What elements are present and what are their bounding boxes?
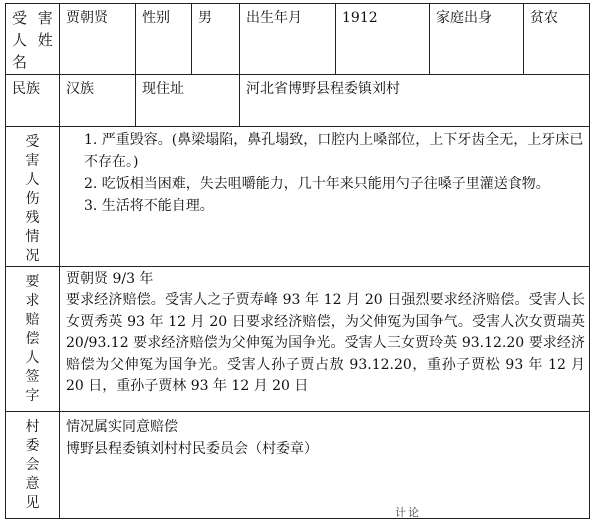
family-value: 贫农 — [530, 10, 558, 26]
claims-label-char: 要 — [25, 274, 40, 290]
name-label-cell — [6, 4, 60, 75]
injury-label-char: 人 — [25, 172, 40, 188]
victim-record-table — [5, 3, 590, 519]
row-village — [6, 412, 590, 519]
row-ethnic-address — [6, 75, 590, 127]
birth-value: 1912 — [342, 10, 378, 26]
name-value-cell — [60, 4, 136, 75]
injury-label-char: 害 — [25, 153, 40, 169]
gender-label: 性别 — [142, 10, 170, 26]
birth-label-cell — [240, 4, 336, 75]
address-value-cell — [240, 75, 590, 127]
injury-label-cell — [6, 127, 60, 267]
injury-item: 1. 严重毁容。(鼻梁塌陷，鼻孔塌致，口腔内上嗓部位，上下牙齿全无，上牙床已不存在。) — [84, 132, 584, 170]
gender-value: 男 — [198, 10, 212, 26]
ethnic-value: 汉族 — [66, 81, 94, 97]
claims-label-cell — [6, 267, 60, 412]
address-label-cell — [136, 75, 240, 127]
name-value: 贾朝贤 — [66, 10, 108, 26]
family-value-cell — [524, 4, 590, 75]
village-label-char: 村 — [25, 419, 40, 435]
claims-content-cell — [60, 267, 590, 412]
family-label-cell — [430, 4, 524, 75]
claims-label-char: 字 — [25, 388, 40, 404]
row-basic-info — [6, 4, 590, 75]
village-label-char: 会 — [25, 457, 40, 473]
injury-label — [6, 127, 59, 266]
claims-label-char: 求 — [25, 293, 40, 309]
village-committee-line: 博野县程委镇刘村村民委员会（村委章） — [66, 441, 318, 457]
village-opinion — [60, 412, 589, 460]
ethnic-label: 民族 — [12, 81, 40, 97]
injury-item: 3. 生活将不能自理。 — [84, 198, 214, 214]
claims-label — [6, 267, 59, 406]
claims-heading: 贾朝贤 9/3 年 — [66, 271, 154, 287]
injury-label-char: 残 — [25, 210, 40, 226]
injury-label-char: 受 — [25, 134, 40, 150]
gender-value-cell — [192, 4, 240, 75]
name-label: 受 害 人 姓 名 — [12, 9, 56, 71]
row-injury — [6, 127, 590, 267]
gender-label-cell — [136, 4, 192, 75]
ethnic-value-cell — [60, 75, 136, 127]
claims-label-char: 人 — [25, 350, 40, 366]
claims-text: 要求经济赔偿。受害人之子贾寿峰 93 年 12 月 20 日强烈要求经济赔偿。受害人长女贾秀英 93 年 12 月 20 日要求经济赔偿，为父伸冤为国争气。受害人次女贾瑞英 20/93.12 要求经济赔偿为父伸冤为国争光。受害人三女贾玲英 93.12.20 要求经济赔偿为父伸冤为国争光。受害人孙子贾占敖 93.12.20，重孙子贾松 93 年 12 月 20 日，重孙子贾林 93 年 12 月 20 日 — [66, 292, 585, 395]
footer-fragment: 计论 — [395, 506, 421, 519]
village-content-cell — [60, 412, 590, 519]
injury-label-char: 况 — [25, 248, 40, 264]
birth-label: 出生年月 — [246, 10, 302, 26]
village-label-char: 意 — [25, 476, 40, 492]
address-label: 现住址 — [142, 81, 184, 97]
claims-label-char: 签 — [25, 369, 40, 385]
injury-list — [60, 127, 589, 217]
claims-block — [60, 267, 589, 397]
village-label-char: 见 — [25, 495, 40, 511]
injury-label-char: 伤 — [25, 191, 40, 207]
village-label-cell — [6, 412, 60, 519]
claims-label-char: 赔 — [25, 312, 40, 328]
family-label: 家庭出身 — [436, 10, 492, 26]
ethnic-label-cell — [6, 75, 60, 127]
injury-label-char: 情 — [25, 229, 40, 245]
injury-item: 2. 吃饭相当困难，失去咀嚼能力，几十年来只能用勺子往嗓子里灌送食物。 — [84, 176, 550, 192]
village-label-char: 委 — [25, 438, 40, 454]
row-claims — [6, 267, 590, 412]
injury-content-cell — [60, 127, 590, 267]
village-opinion-line: 情况属实同意赔偿 — [66, 419, 178, 435]
claims-label-char: 偿 — [25, 331, 40, 347]
address-value: 河北省博野县程委镇刘村 — [246, 81, 400, 97]
village-label — [6, 412, 59, 513]
birth-value-cell — [336, 4, 430, 75]
